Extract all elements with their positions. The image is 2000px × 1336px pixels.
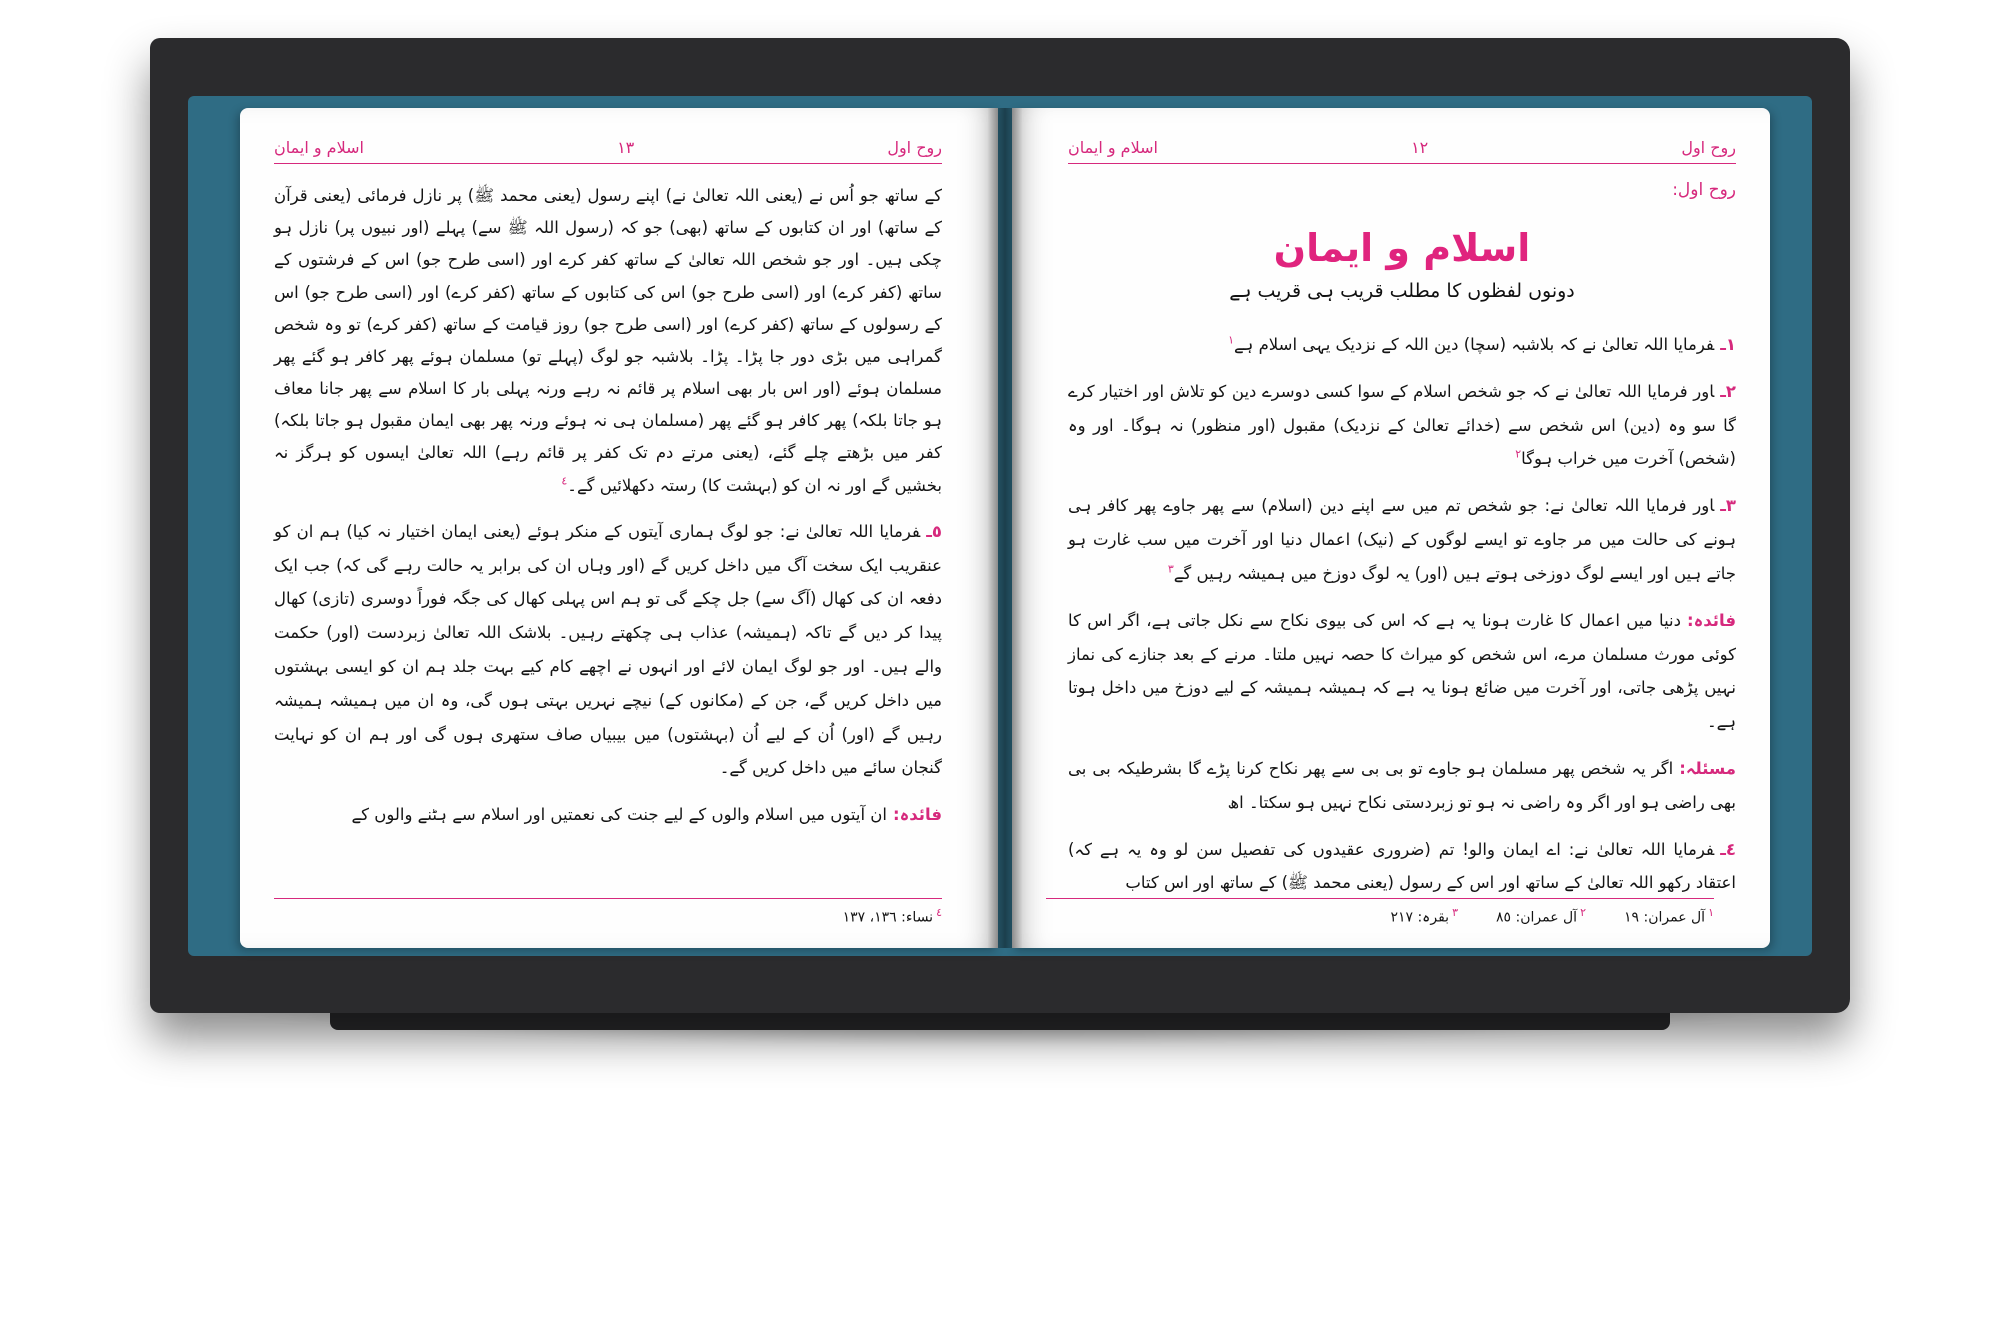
paragraph-continuation	[274, 180, 942, 502]
footnote-mark: ٢	[1580, 906, 1586, 920]
footnote-mark: ٤	[936, 906, 942, 920]
list-item-text: اور فرمایا اللہ تعالیٰ نے: جو شخص تم میں سے اپنے دین (اسلام) سے پھر جاوے پھر کافر ہی ہونے کی حالت میں مر جاوے تو ایسے لوگوں کے (نیک) اعمال دنیا اور آخرت میں سب غارت ہو جاتے ہیں اور ایسے لوگ دوزخی ہوتے ہیں (اور) یہ لوگ دوزخ میں ہمیشہ رہیں گے	[1068, 496, 1736, 583]
list-item-text: فرمایا اللہ تعالیٰ نے: جو لوگ ہماری آیتوں کے منکر ہوئے (یعنی ایمان اختیار نہ کیا) ہم ان کو عنقریب ایک سخت آگ میں داخل کریں گے (اور وہاں ان کی برابر یہ حالت رہے گی کہ) جب ایک دفعہ ان کی کھال (آگ سے) جل چکے گی تو ہم اس پہلی کھال کی جگہ فوراً دوسری (تازی) کھال پیدا کر دیں گے تاکہ (ہمیشہ) عذاب ہی چکھتے رہیں۔ بلاشک اللہ تعالیٰ زبردست (اور) حکمت والے ہیں۔ اور جو لوگ ایمان لائے اور انہوں نے اچھے کام کیے بہت جلد ہم ان کو ایسی بہشتوں میں داخل کریں گے، جن کے (مکانوں کے) نیچے نہریں بہتی ہوں گی، وہ ان میں ہمیشہ ہمیشہ رہیں گے (اور) اُن کے لیے اُن (بہشتوں) میں بیبیاں صاف ستھری ہوں گی اور ہم ان کو نہایت گنجان سائے میں داخل کریں گے۔	[274, 521, 942, 778]
footnote-text: بقرہ: ٢١٧	[1390, 910, 1450, 926]
list-item-number: ١ـ	[1720, 335, 1736, 354]
note-faida-left	[274, 798, 942, 832]
note-label: مسئلہ:	[1679, 758, 1736, 778]
list-item-number: ٢ـ	[1720, 381, 1736, 401]
note-label: فائدہ:	[893, 805, 942, 825]
list-item-4	[1068, 833, 1736, 901]
list-item-number: ٤ـ	[1720, 839, 1736, 859]
book-spread	[240, 108, 1770, 948]
note-text: ان آیتوں میں اسلام والوں کے لیے جنت کی نعمتیں اور اسلام سے ہٹنے والوں کے	[351, 805, 887, 825]
paragraph-text: کے ساتھ جو اُس نے (یعنی اللہ تعالیٰ نے) اپنے رسول (یعنی محمد ﷺ) پر نازل فرمائی (یعنی قرآن کے ساتھ) اور ان کتابوں کے ساتھ (بھی) جو کہ (رسول اللہ ﷺ سے) پہلے (اور نبیوں پر) نازل ہو چکی ہیں۔ اور جو شخص اللہ تعالیٰ کے ساتھ کفر کرے اور (اسی طرح جو) اس کے فرشتوں کے ساتھ (کفر کرے) اور (اسی طرح جو) اس کی کتابوں کے ساتھ (کفر کرے) اور (اسی طرح جو) اس کے رسولوں کے ساتھ (کفر کرے) اور (اسی طرح جو) روز قیامت کے ساتھ (کفر کرے) تو وہ شخص گمراہی میں بڑی دور جا پڑا۔ پڑا۔ بلاشبہ جو لوگ (پہلے تو) مسلمان ہوئے پھر کافر ہو گئے پھر مسلمان ہوئے (اور اس بار بھی اسلام پر قائم نہ رہے ورنہ پہلی بار کا اسلام سے پھر جانا معاف ہو جاتا بلکہ) پھر کافر ہو گئے پھر (مسلمان ہی نہ ہوئے ورنہ پھر بھی ایمان مقبول ہو جاتا بلکہ) کفر میں بڑھتے چلے گئے، (یعنی مرتے دم تک کفر پر قائم رہے) اللہ تعالیٰ ایسوں کو ہرگز نہ بخشیں گے اور نہ ان کو (بہشت کا) رستہ دکھلائیں گے۔	[274, 186, 942, 495]
footnote-item	[1624, 906, 1714, 926]
footnote-item	[843, 906, 942, 926]
list-item-2	[1068, 375, 1736, 476]
footnote-text: نساء: ١٣٦، ١٣٧	[842, 910, 934, 926]
running-header-right-section: اسلام و ایمان	[1068, 138, 1158, 157]
page-right-content	[1012, 108, 1770, 948]
footnotes-left	[274, 898, 942, 926]
note-masla-right	[1068, 752, 1736, 820]
page-number-left: ١٣	[617, 138, 635, 157]
footnote-text: آل عمران: ٨٥	[1496, 910, 1578, 926]
note-text: دنیا میں اعمال کا غارت ہونا یہ ہے کہ اس کی بیوی نکاح سے نکل جاتی ہے، اگر اس کا کوئی مورث مسلمان مرے، اس شخص کو میراث کا حصہ نہیں ملتا۔ مرنے کے بعد جنازے کی نماز نہیں پڑھی جاتی، اور آخرت میں ضائع ہونا یہ ہے کہ ہمیشہ ہمیشہ کے لیے دوزخ میں داخل ہوتا ہے۔	[1068, 610, 1736, 732]
footnote-item	[1390, 906, 1458, 926]
running-header-left-book-title: روح اول	[887, 138, 942, 157]
page-title: اسلام و ایمان	[1273, 226, 1531, 270]
list-item-number: ٣ـ	[1720, 496, 1736, 516]
footnote-ref: ٤	[561, 474, 568, 488]
note-faida-right	[1068, 604, 1736, 739]
note-label: فائدہ:	[1687, 610, 1736, 630]
footnote-text: آل عمران: ١٩	[1624, 910, 1706, 926]
note-text: اگر یہ شخص پھر مسلمان ہو جاوے تو بی بی سے پھر نکاح کرنا پڑے گا بشرطیکہ بی بی بھی راضی ہو اور اگر وہ راضی نہ ہو تو زبردستی نکاح نہیں ہو سکتا۔ اھ	[1068, 758, 1736, 812]
page-right-body	[1068, 328, 1736, 900]
footnote-mark: ٣	[1452, 906, 1458, 920]
page-left	[240, 108, 998, 948]
running-header-right-book-title: روح اول	[1681, 138, 1736, 157]
footnote-ref: ١	[1228, 333, 1234, 347]
page-left-body	[274, 180, 942, 832]
list-item-3	[1068, 489, 1736, 590]
list-item-text: فرمایا اللہ تعالیٰ نے کہ بلاشبہ (سچا) دین اللہ کے نزدیک یہی اسلام ہے	[1234, 335, 1715, 354]
list-item-1	[1068, 328, 1736, 362]
list-item-text: اور فرمایا اللہ تعالیٰ نے کہ جو شخص اسلام کے سوا کسی دوسرے دین کو تلاش اور اختیار کرے گا سو وہ (دین) اس شخص سے (خدائے تعالیٰ کے نزدیک) مقبول (اور منظور) نہ ہوگا۔ اور وہ (شخص) آخرت میں خراب ہوگا	[1068, 381, 1736, 469]
running-header-right	[1068, 138, 1736, 164]
page-left-content	[240, 108, 998, 948]
list-item-text: فرمایا اللہ تعالیٰ نے: اے ایمان والو! تم (ضروری عقیدوں کی تفصیل سن لو وہ یہ ہے کہ) اعتقاد رکھو اللہ تعالیٰ کے ساتھ اور اس کے رسول (یعنی محمد ﷺ) کے ساتھ اور اس کتاب	[1068, 839, 1736, 893]
page-right	[1012, 108, 1770, 948]
list-item-5	[274, 515, 942, 786]
footnotes-right	[1046, 898, 1714, 926]
list-item-number: ٥ـ	[926, 521, 942, 541]
running-header-left-section: اسلام و ایمان	[274, 138, 364, 157]
footnote-ref: ٢	[1515, 447, 1522, 461]
footnote-mark: ١	[1708, 906, 1714, 920]
running-header-left	[274, 138, 942, 164]
footnote-item	[1496, 906, 1586, 926]
footnote-ref: ٣	[1167, 562, 1174, 576]
chapter-label: روح اول:	[1672, 180, 1736, 200]
page-subtitle: دونوں لفظوں کا مطلب قریب ہی قریب ہے	[1229, 280, 1575, 302]
page-number-right: ١٢	[1411, 138, 1429, 157]
